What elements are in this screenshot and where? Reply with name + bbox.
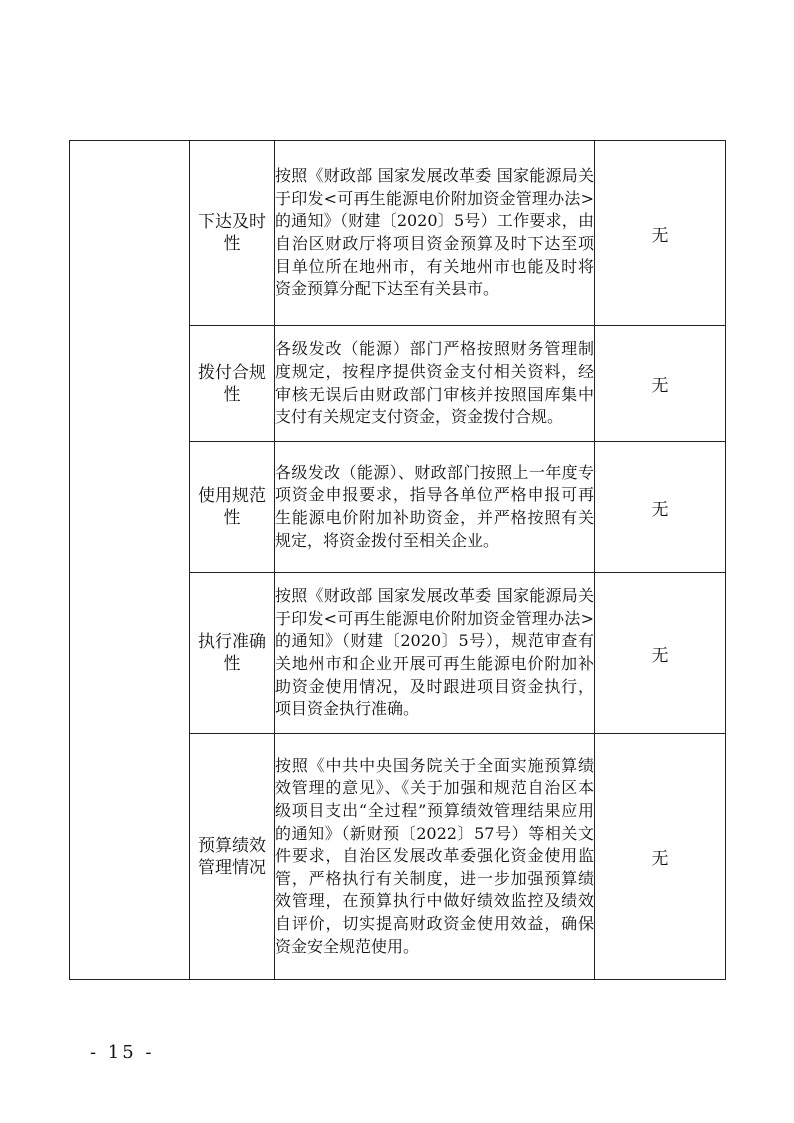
indicator-cell: 执行准确性 [190,573,275,734]
indicator-cell: 下达及时性 [190,141,275,326]
result-cell: 无 [595,141,726,326]
table-row [70,141,726,326]
indicator-cell: 使用规范性 [190,442,275,573]
description-cell: 按照《财政部 国家发展改革委 国家能源局关于印发<可再生能源电价附加资金管理办法>的通知》（财建〔2020〕5号），规范审查有关地州市和企业开展可再生能源电价附加补助资金使用情况，及时跟进项目资金执行，项目资金执行准确。 [275,573,595,734]
page-number: - 15 - [90,1042,155,1063]
result-cell: 无 [595,326,726,442]
result-cell: 无 [595,734,726,980]
result-cell: 无 [595,573,726,734]
description-cell: 各级发改（能源）部门严格按照财务管理制度规定，按程序提供资金支付相关资料，经审核无误后由财政部门审核并按照国库集中支付有关规定支付资金，资金拨付合规。 [275,326,595,442]
evaluation-table [69,140,726,980]
description-cell: 按照《中共中央国务院关于全面实施预算绩效管理的意见》、《关于加强和规范自治区本级项目支出“全过程”预算绩效管理结果应用的通知》（新财预〔2022〕57号）等相关文件要求，自治区发展改革委强化资金使用监管，严格执行有关制度，进一步加强预算绩效管理，在预算执行中做好绩效监控及绩效自评价，切实提高财政资金使用效益，确保资金安全规范使用。 [275,734,595,980]
description-cell: 按照《财政部 国家发展改革委 国家能源局关于印发<可再生能源电价附加资金管理办法>的通知》（财建〔2020〕5号）工作要求，由自治区财政厅将项目资金预算及时下达至项目单位所在地州市，有关地州市也能及时将资金预算分配下达至有关县市。 [275,141,595,326]
description-cell: 各级发改（能源）、财政部门按照上一年度专项资金申报要求，指导各单位严格申报可再生能源电价附加补助资金，并严格按照有关规定，将资金拨付至相关企业。 [275,442,595,573]
indicator-cell: 预算绩效管理情况 [190,734,275,980]
indicator-cell: 拨付合规性 [190,326,275,442]
result-cell: 无 [595,442,726,573]
category-cell [70,141,190,980]
